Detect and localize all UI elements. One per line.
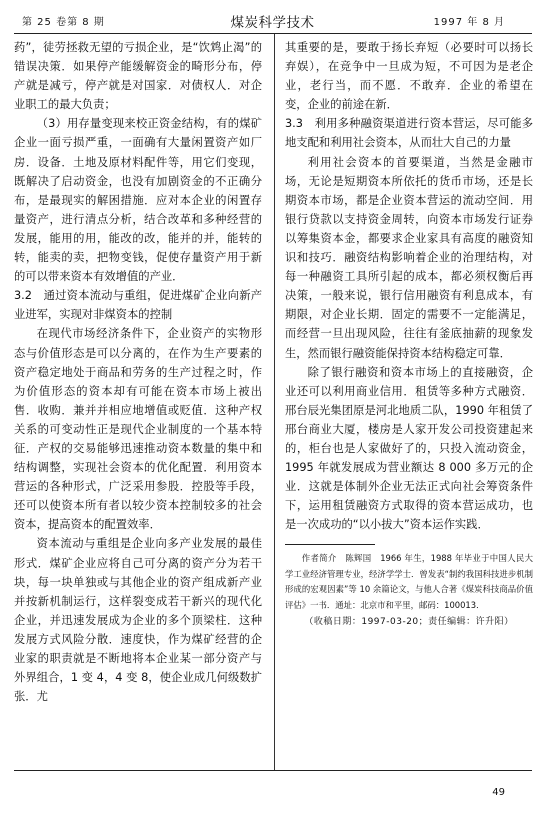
left-column — [14, 38, 262, 706]
page-number: 49 — [492, 787, 505, 798]
header-volume: 第 25 卷第 8 期 — [22, 17, 105, 28]
author-note-separator — [285, 544, 375, 545]
editor-note: （收稿日期：1997-03-20；责任编辑：许升阳） — [304, 617, 514, 628]
left-paragraph-3: 在现代市场经济条件下，企业资产的实物形态与价值形态是可以分离的，在作为生产要素的资产稳定地处于商品和劳务的生产过程之时，作为价值形态的资本却有可能在资本市场上被出售．收购．兼并并相应地增值或贬值．这种产权关系的可变动性正是现代企业制度的一个基本特征．产权的交易能够迅速推动资本数量的集中和结构调整，实现社会资本的优化配置．利用资本营运的各种形式，广泛采用参股．控股等手段，还可以使资本所有者以较少资本控制较多的社会资本，提高资本的配置效率． — [14, 327, 262, 532]
section-heading-3-2: 3.2 通过资本流动与重组，促进煤矿企业向新产业进军，实现对非煤资本的控制 — [14, 289, 262, 322]
right-paragraph-3: 除了银行融资和资本市场上的直接融资，企业还可以利用商业信用．租赁等多种方式融资．邢台辰光集团原是河北地质二队，1990 年租赁了邢台商业大厦，楼房是人家开发公司投资建起来的，柜台也是人家做好了的，只投入流动资金，1995 年就发展成为营业额达 8 000 多万元的企业．这就是体制外企业无法正式向社会筹资条件下，运用租赁融资方式取得的资本营运成功，也是一次成功的“以小拔大”资本运作实践． — [285, 365, 533, 532]
column-divider — [274, 34, 275, 770]
header-date: 1997 年 8 月 — [433, 17, 505, 28]
left-paragraph-2: （3）用存量变现来校正资金结构，有的煤矿企业一面亏损严重，一面确有大量闲置资产如厂房．设备．土地及原材料配件等，用它们变现，既解决了启动资金，也没有加剧资金的不正确分布，是最现实的解困措施．应对本企业的闲置存量资产，进行清点分析，结合改革和多种经营的发展，能用的用，能改的改，能并的并，能转的转，能卖的卖，把物变钱，促使存量资产用于新的可以带来资本有效增值的产业． — [14, 117, 262, 284]
right-paragraph-2: 利用社会资本的首要渠道，当然是金融市场，无论是短期资本所依托的货币市场，还是长期资本市场，都是企业资本营运的流动空间．用银行贷款以支持资金周转，向资本市场发行证券以筹集资本金，都要求企业家具有高度的融资知识和技巧．融资结构影响着企业的治理结构，对每一种融资工具所引起的成本，都必须权衡后再决策，一般来说，银行信用融资有利息成本，有期限，对企业长期．固定的需要不一定能满足，而经营一旦出现风险，往往有釜底抽薪的现象发生，然而银行融资能保持资本结构稳定可靠． — [285, 155, 533, 360]
header-journal-title: 煤炭科学技术 — [230, 15, 315, 31]
left-paragraph-4: 资本流动与重组是企业向多产业发展的最佳形式．煤矿企业应将自己可分离的资产分为若干块，每一块单独或与其他企业的资产组成新产业并按新机制运行，这样裂变成若干新兴的现代化企业，并迅速发展成为企业的多个顶梁柱．这种发展方式风险分散．速度快，作为煤矿经营的企业家的职责就是不断地将本企业某一部分资产与外界组合，1 变 4，4 变 8，使企业成几何级数扩张．尤 — [14, 537, 262, 704]
author-note: 作者简介 陈辉国 1966 年生，1988 年毕业于中国人民大学工业经济管理专业，经济学学士．曾发表“制约我国科技进步机制形成的宏观因素”等 10 余篇论文，与他人合著《煤炭科技商品价值评估》一书．通址：北京市和平里，邮码：100013． — [285, 553, 533, 610]
right-paragraph-1: 其重要的是，要敢于扬长弃短（必要时可以扬长弃娱），在竞争中一旦成为短，不可因为是老企业，老行当，而不愿．不敢弃．企业的希望在变，企业的前途在新． — [285, 41, 533, 112]
section-heading-3-3: 3.3 利用多种融资渠道进行资本营运，尽可能多地支配和利用社会资本，从而壮大自己的力量 — [285, 117, 533, 150]
header-rule — [14, 33, 532, 34]
left-paragraph-1: 药”，徒劳拯救无望的亏损企业，是“饮鸩止渴”的错误决策．如果停产能缓解资金的畸形分布，停产就是减亏，停产就是对国家．对债权人．对企业职工的最大负责； — [14, 41, 262, 112]
footer-rule — [14, 770, 532, 771]
right-column — [285, 38, 533, 631]
